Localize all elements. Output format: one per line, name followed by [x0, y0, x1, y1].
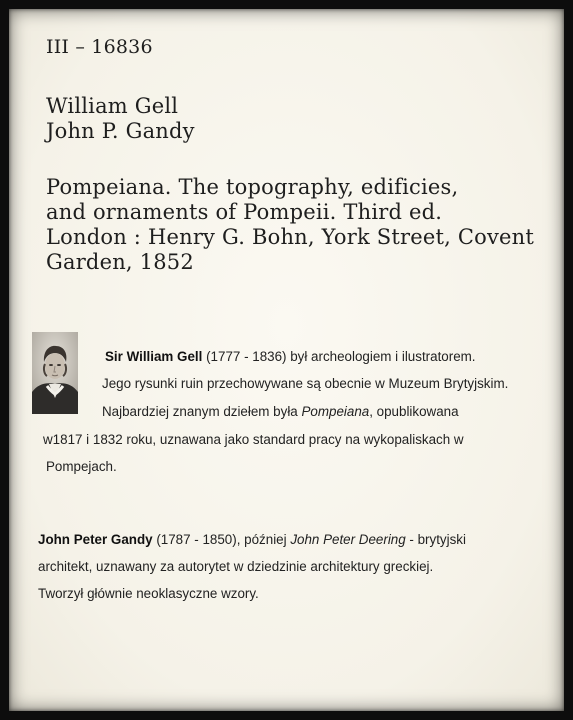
gell-bio-line: Jego rysunki ruin przechowywane są obecnie w Muzeum Brytyjskim.: [102, 376, 509, 391]
work-title: Pompeiana: [301, 404, 370, 419]
publisher-line: London : Henry G. Bohn, York Street, Covent: [46, 225, 535, 249]
gandy-bio-text: (1787 - 1850), później: [152, 532, 291, 547]
gell-bio-text: (1777 - 1836) był archeologiem i ilustratorem.: [202, 349, 476, 364]
gandy-bio-line: architekt, uznawany za autorytet w dziedzinie architektury greckiej.: [38, 559, 434, 574]
gandy-bio-line: Tworzył głównie neoklasyczne wzory.: [38, 586, 259, 601]
gandy-bio-line: [38, 532, 466, 547]
title-line: Pompeiana. The topography, edificies,: [46, 175, 459, 199]
title-line: and ornaments of Pompeii. Third ed.: [46, 200, 443, 224]
gandy-name: John Peter Gandy: [38, 532, 153, 547]
authors-block: [46, 94, 195, 144]
catalog-card: [9, 9, 564, 711]
william-gell-portrait: [32, 332, 78, 414]
gell-bio-line: w1817 i 1832 roku, uznawana jako standard pracy na wykopaliskach w: [43, 432, 464, 447]
book-title-block: [46, 175, 534, 275]
gell-bio-line: [102, 404, 459, 419]
gandy-bio-text: - brytyjski: [405, 532, 466, 547]
gandy-alias: John Peter Deering: [290, 532, 406, 547]
publisher-line: Garden, 1852: [46, 250, 194, 274]
gell-bio-text: , opublikowana: [369, 404, 459, 419]
gell-bio-line: [105, 349, 476, 364]
catalog-number: III – 16836: [46, 36, 153, 58]
gell-name: Sir William Gell: [105, 349, 203, 364]
gell-bio-text: Najbardziej znanym dziełem była: [102, 404, 302, 419]
gell-bio-line: Pompejach.: [46, 459, 117, 474]
author-gandy: John P. Gandy: [46, 119, 195, 143]
author-gell: William Gell: [46, 94, 179, 118]
